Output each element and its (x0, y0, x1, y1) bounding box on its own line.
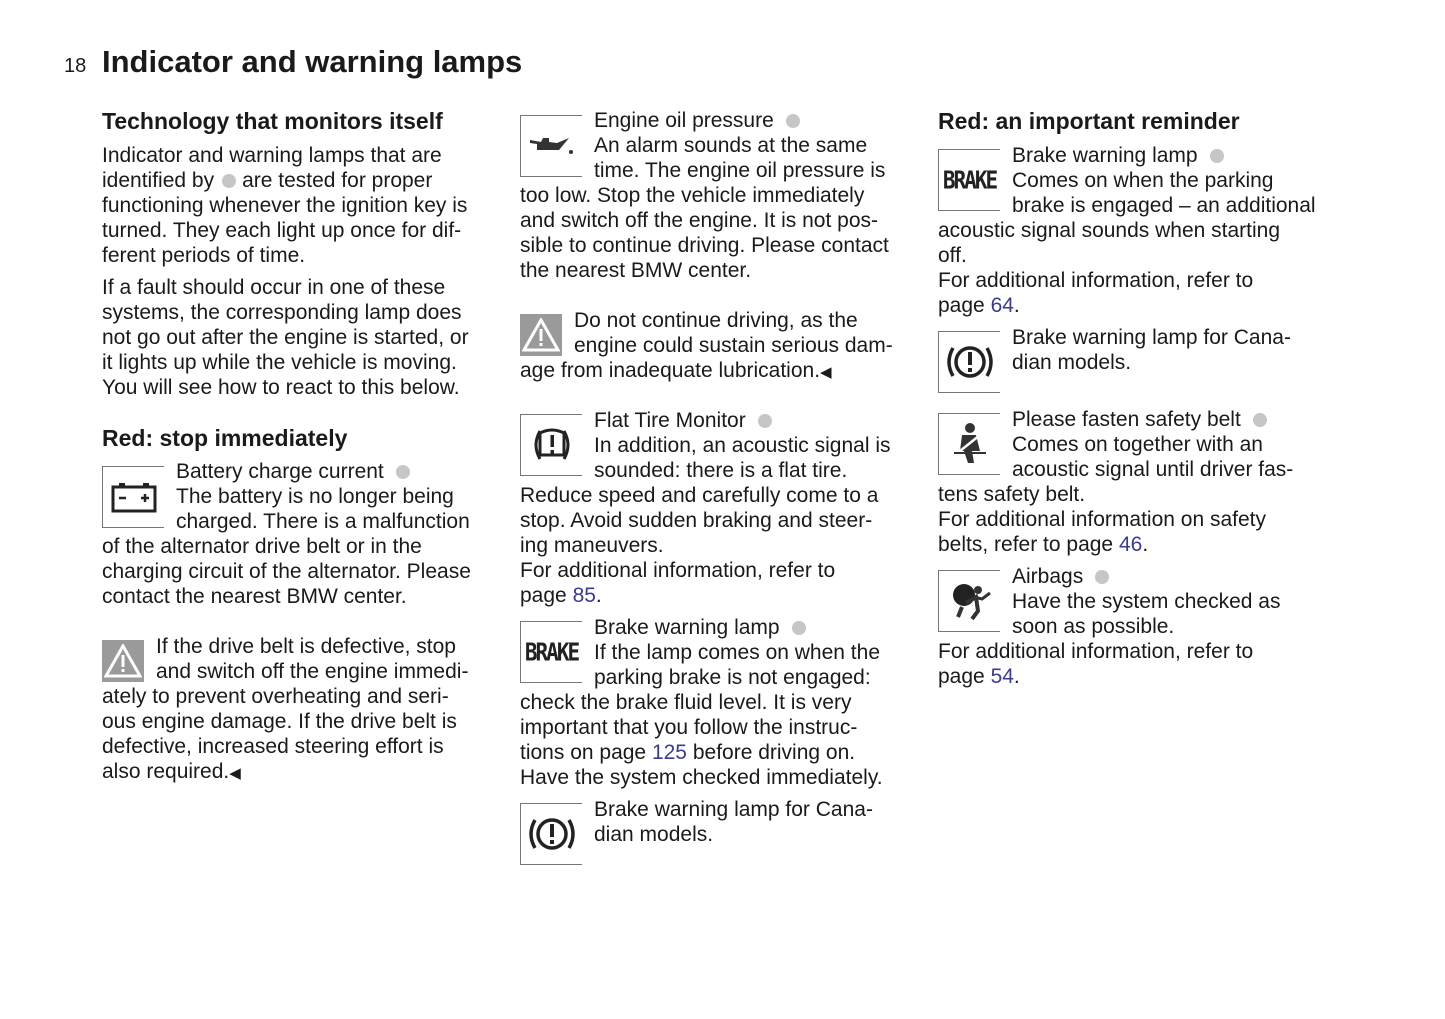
text-line: and switch off the engine. It is not pos- (520, 209, 878, 232)
page-link-46[interactable]: 46 (1118, 533, 1143, 556)
heading-technology: Technology that monitors itself (102, 108, 443, 134)
text-line: Indicator and warning lamps that are (102, 144, 442, 167)
text-line: not go out after the engine is started, or (102, 326, 469, 349)
text-line: Brake warning lamp for Cana- (1012, 326, 1291, 349)
text-line: ous engine damage. If the drive belt is (102, 710, 457, 733)
text-line: contact the nearest BMW center. (102, 585, 407, 608)
text-line: soon as possible. (1012, 615, 1175, 638)
text-line: systems, the corresponding lamp does (102, 301, 462, 324)
text: belts, refer to page (938, 533, 1114, 556)
lamp-name (938, 564, 1348, 589)
test-dot-icon (792, 621, 806, 635)
text-line: time. The engine oil pressure is (594, 159, 886, 182)
text-line: of the alternator drive belt or in the (102, 535, 422, 558)
text-line: In addition, an acoustic signal is (594, 434, 891, 457)
text-line: check the brake fluid level. It is very (520, 691, 852, 714)
text: identified by (102, 169, 215, 192)
text-line: Have the system checked as (1012, 590, 1281, 613)
heading-important-reminder: Red: an important reminder (938, 108, 1240, 134)
lubrication-warning (520, 308, 930, 383)
text-line (102, 759, 512, 784)
page-number: 18 (64, 55, 87, 77)
text-line: For additional information, refer to (938, 640, 1254, 663)
battery-section (102, 459, 512, 609)
text: Please fasten safety belt (1012, 408, 1241, 431)
airbag-section (938, 564, 1348, 689)
text-line: too low. Stop the vehicle immediately (520, 184, 865, 207)
text-line: tens safety belt. (938, 483, 1086, 506)
text-line: ferent periods of time. (102, 244, 306, 267)
text: tions on page (520, 741, 647, 764)
text-line: Do not continue driving, as the (574, 309, 858, 332)
brake-canada-section (938, 325, 1348, 375)
text: page (938, 294, 985, 317)
test-dot-icon (222, 174, 236, 188)
text-line: the nearest BMW center. (520, 259, 752, 282)
text: Engine oil pressure (594, 109, 774, 132)
text-line: acoustic signal until driver fas- (1012, 458, 1294, 481)
end-marker-icon: ◀ (820, 364, 832, 381)
text-line: parking brake is not engaged: (594, 666, 871, 689)
text-line: If the drive belt is defective, stop (156, 635, 456, 658)
text-line: ing maneuvers. (520, 534, 664, 557)
text-line: If a fault should occur in one of these (102, 276, 446, 299)
text-line: brake is engaged – an additional (1012, 194, 1316, 217)
text-line: page 85. (520, 584, 602, 607)
text: Flat Tire Monitor (594, 409, 746, 432)
text: Airbags (1012, 565, 1084, 588)
text-line: Comes on together with an (1012, 433, 1263, 456)
text-line: it lights up while the vehicle is moving. (102, 351, 457, 374)
text: Battery charge current (176, 460, 384, 483)
text-line: The battery is no longer being (176, 485, 454, 508)
text-line: Comes on when the parking (1012, 169, 1274, 192)
text: are tested for proper (242, 169, 433, 192)
text-line: sible to continue driving. Please contact (520, 234, 889, 257)
text-line: For additional information, refer to (938, 269, 1254, 292)
fault-paragraph (102, 275, 512, 400)
brake-canada-section (520, 797, 930, 847)
text-line: Brake warning lamp for Cana- (594, 798, 873, 821)
drive-belt-warning (102, 634, 512, 784)
text-line: For additional information on safety (938, 508, 1267, 531)
lamp-name (938, 143, 1348, 168)
text: Brake warning lamp (594, 616, 780, 639)
page-link-64[interactable]: 64 (990, 294, 1014, 317)
test-dot-icon (786, 114, 800, 128)
text-line (520, 358, 930, 383)
test-dot-icon (1210, 149, 1224, 163)
text-line: functioning whenever the ignition key is (102, 194, 468, 217)
page-link-85[interactable]: 85 (572, 584, 596, 607)
text-line: defective, increased steering effort is (102, 735, 444, 758)
text: before driving on. (692, 741, 856, 764)
heading-stop-immediately: Red: stop immediately (102, 425, 348, 451)
text-line: Reduce speed and carefully come to a (520, 484, 879, 507)
text-line: charged. There is a malfunction (176, 510, 470, 533)
text-line: Have the system checked immediately. (520, 766, 883, 789)
page-link-54[interactable]: 54 (990, 665, 1014, 688)
text: Brake warning lamp (1012, 144, 1198, 167)
brake-icon-text: BRAKE (942, 165, 997, 195)
lamp-name (520, 408, 930, 433)
text-line (102, 168, 512, 193)
text-line: acoustic signal sounds when starting (938, 219, 1281, 242)
test-dot-icon (1095, 570, 1109, 584)
flat-tire-section (520, 408, 930, 608)
text: page (520, 584, 567, 607)
page-link-125[interactable]: 125 (651, 741, 687, 764)
text-line: charging circuit of the alternator. Please (102, 560, 471, 583)
lamp-name (102, 459, 512, 484)
text-line: You will see how to react to this below. (102, 376, 460, 399)
test-dot-icon (1253, 413, 1267, 427)
test-dot-icon (758, 414, 772, 428)
text-line: off. (938, 244, 967, 267)
text-line (520, 740, 930, 765)
lamp-name (520, 615, 930, 640)
text-line: important that you follow the instruc- (520, 716, 858, 739)
seat-belt-section (938, 407, 1348, 557)
oil-pressure-section (520, 108, 930, 283)
text: age from inadequate lubrication. (520, 359, 821, 382)
text-line: belts, refer to page 46. (938, 533, 1149, 556)
text-line: engine could sustain serious dam- (574, 334, 893, 357)
text-line: dian models. (594, 823, 714, 846)
text-line: For additional information, refer to (520, 559, 836, 582)
page-title: Indicator and warning lamps (102, 44, 523, 79)
text: also required. (102, 760, 230, 783)
text-line: and switch off the engine immedi- (156, 660, 469, 683)
text-line: dian models. (1012, 351, 1132, 374)
text: page (938, 665, 985, 688)
brake-icon-text: BRAKE (524, 637, 579, 667)
text-line: sounded: there is a flat tire. (594, 459, 848, 482)
parking-brake-section (938, 143, 1348, 318)
end-marker-icon: ◀ (229, 765, 241, 782)
text-line: An alarm sounds at the same (594, 134, 868, 157)
text-line: page 54. (938, 665, 1020, 688)
text-line: stop. Avoid sudden braking and steer- (520, 509, 873, 532)
test-dot-icon (396, 465, 410, 479)
text-line: turned. They each light up once for dif- (102, 219, 462, 242)
lamp-name (938, 407, 1348, 432)
lamp-name (520, 108, 930, 133)
text-line: ately to prevent overheating and seri- (102, 685, 449, 708)
brake-section (520, 615, 930, 790)
intro-paragraph (102, 143, 512, 268)
text-line: If the lamp comes on when the (594, 641, 880, 664)
text-line: page 64. (938, 294, 1020, 317)
